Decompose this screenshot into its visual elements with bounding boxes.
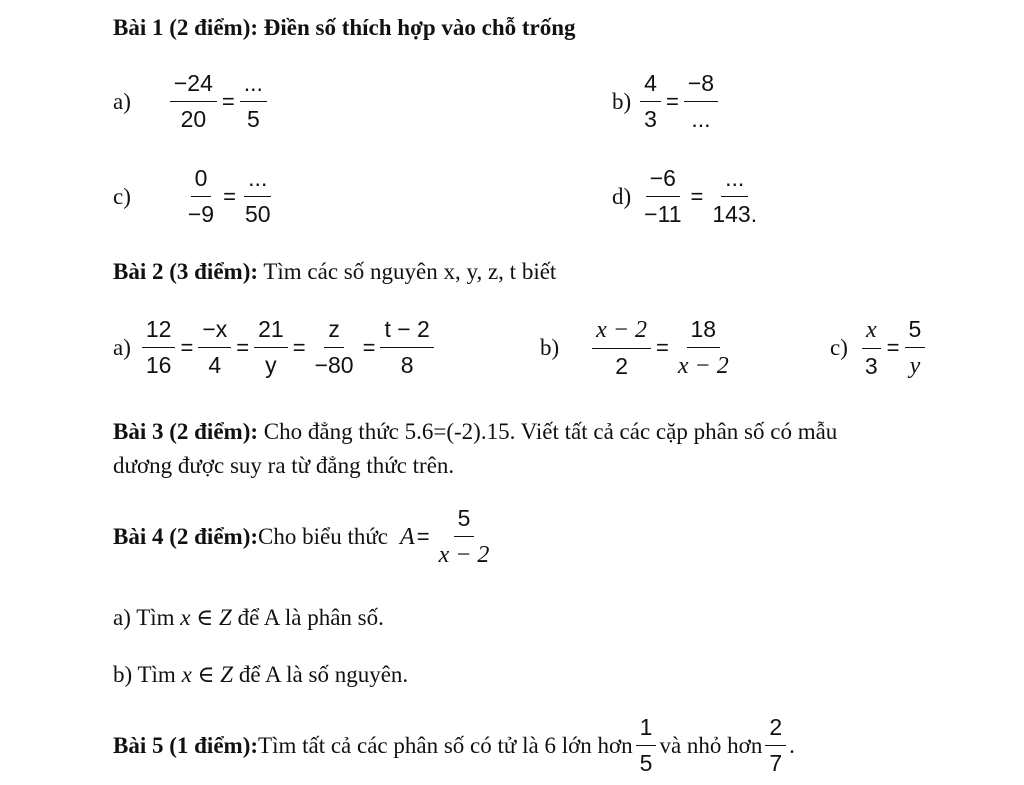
numerator: ...	[721, 167, 748, 197]
equals-sign: =	[665, 88, 679, 114]
numerator: 5	[905, 318, 926, 348]
denominator: 4	[208, 352, 222, 378]
bai1-c	[113, 167, 278, 226]
fraction	[592, 318, 651, 378]
equals-sign: =	[223, 183, 236, 209]
fraction	[380, 318, 433, 377]
fraction	[674, 318, 733, 378]
bai1-d-label: d)	[612, 183, 632, 209]
denominator: 3	[644, 106, 657, 132]
fraction	[640, 72, 661, 131]
fraction	[640, 167, 685, 226]
bai1-text: Điền số thích hợp vào chỗ trống	[258, 15, 576, 40]
numerator: 4	[640, 72, 661, 102]
numerator: 1	[636, 716, 657, 746]
denominator: 2	[615, 353, 628, 379]
numerator: 2	[765, 716, 786, 746]
fraction	[142, 318, 176, 377]
fraction	[765, 716, 786, 775]
denominator: −9	[187, 201, 215, 227]
bai4-a-pre: a) Tìm	[113, 605, 181, 630]
denominator: 5	[246, 106, 260, 132]
bai3-text1: Cho đẳng thức 5.6=(-2).15. Viết tất cả các cặp phân số có mẫu	[258, 419, 838, 444]
bai2-a	[113, 318, 437, 377]
fraction	[241, 167, 275, 226]
bai4-title: Bài 4 (2 điểm):	[113, 524, 259, 549]
bai3-line1	[113, 418, 837, 446]
equals-sign: =	[362, 334, 376, 360]
fraction	[636, 716, 657, 775]
bai4-a-post: để A là phân số.	[231, 605, 384, 630]
denominator: 50	[244, 201, 271, 227]
bai4-b	[113, 661, 408, 689]
denominator: 7	[769, 750, 783, 776]
numerator: 5	[454, 507, 475, 537]
bai4-a	[113, 604, 384, 632]
bai2-a-label: a)	[113, 334, 131, 360]
bai5-text1: Tìm tất cả các phân số có tử là 6 lớn hơn	[258, 732, 633, 758]
bai1-d	[612, 167, 764, 226]
equals-sign: =	[180, 334, 194, 360]
equals-sign: =	[236, 334, 250, 360]
numerator: x − 2	[592, 318, 651, 349]
equals-sign: =	[886, 335, 900, 360]
numerator: −x	[198, 318, 231, 348]
numerator: 21	[254, 318, 288, 348]
bai2-c	[830, 318, 928, 378]
numerator: ...	[240, 72, 267, 102]
bai2-c-label: c)	[830, 335, 848, 360]
denominator: x − 2	[438, 542, 490, 568]
denominator: 8	[400, 352, 414, 378]
bai1-b-label: b)	[612, 88, 632, 114]
numerator: 0	[191, 167, 212, 197]
fraction	[254, 318, 288, 377]
denominator: −80	[314, 352, 354, 378]
bai5-end: .	[789, 732, 795, 758]
bai1-a	[113, 72, 270, 131]
denominator: −11	[644, 201, 682, 227]
denominator: 5	[639, 750, 653, 776]
fraction	[708, 167, 761, 226]
bai1-a-label: a)	[113, 88, 131, 114]
bai4-text: Cho biểu thức	[258, 524, 389, 549]
numerator: −6	[646, 167, 680, 197]
numerator: ...	[244, 167, 271, 197]
bai1-heading	[113, 14, 576, 42]
denominator: 143.	[712, 201, 758, 227]
numerator: t − 2	[380, 318, 433, 348]
denominator: y	[265, 352, 277, 378]
fraction	[170, 72, 217, 131]
fraction	[435, 507, 494, 567]
equals-sign: =	[656, 335, 669, 360]
equals-sign: =	[221, 88, 235, 114]
numerator: z	[324, 318, 344, 348]
bai3-line2: dương được suy ra từ đẳng thức trên.	[113, 453, 455, 478]
denominator: y	[909, 353, 921, 379]
equals-sign: =	[690, 183, 704, 209]
bai5-line	[113, 716, 795, 775]
bai4-heading	[113, 507, 496, 567]
bai2-text: Tìm các số nguyên x, y, z, t biết	[258, 259, 557, 284]
denominator: x − 2	[677, 353, 729, 379]
numerator: 18	[687, 318, 721, 348]
bai3-title: Bài 3 (2 điểm):	[113, 419, 259, 444]
bai2-b	[540, 318, 736, 378]
numerator: −24	[170, 72, 217, 102]
bai2-b-label: b)	[540, 335, 560, 360]
bai4-b-pre: b) Tìm	[113, 662, 182, 687]
bai2-heading	[113, 258, 556, 286]
fraction	[861, 318, 882, 378]
numerator: 12	[142, 318, 176, 348]
denominator: 20	[180, 106, 207, 132]
bai1-title: Bài 1 (2 điểm):	[113, 15, 259, 40]
equals-sign: =	[292, 334, 306, 360]
bai5-text2: và nhỏ hơn	[659, 732, 763, 758]
bai4-a-math: x ∈ Z	[180, 605, 232, 630]
bai1-b	[612, 72, 721, 131]
fraction	[198, 318, 231, 377]
fraction	[184, 167, 218, 226]
bai5-title: Bài 5 (1 điểm):	[113, 732, 259, 758]
equals-sign: =	[416, 524, 430, 549]
bai2-title: Bài 2 (3 điểm):	[113, 259, 259, 284]
fraction	[240, 72, 267, 131]
numerator: x	[862, 318, 881, 349]
fraction	[311, 318, 358, 377]
denominator: 16	[145, 352, 172, 378]
bai1-c-label: c)	[113, 183, 131, 209]
fraction	[905, 318, 926, 378]
fraction	[684, 72, 718, 131]
bai4-var: A	[400, 523, 415, 550]
denominator: ...	[691, 106, 711, 132]
bai4-b-post: để A là số nguyên.	[233, 662, 409, 687]
numerator: −8	[684, 72, 718, 102]
bai4-b-math: x ∈ Z	[181, 662, 234, 687]
denominator: 3	[864, 353, 878, 379]
